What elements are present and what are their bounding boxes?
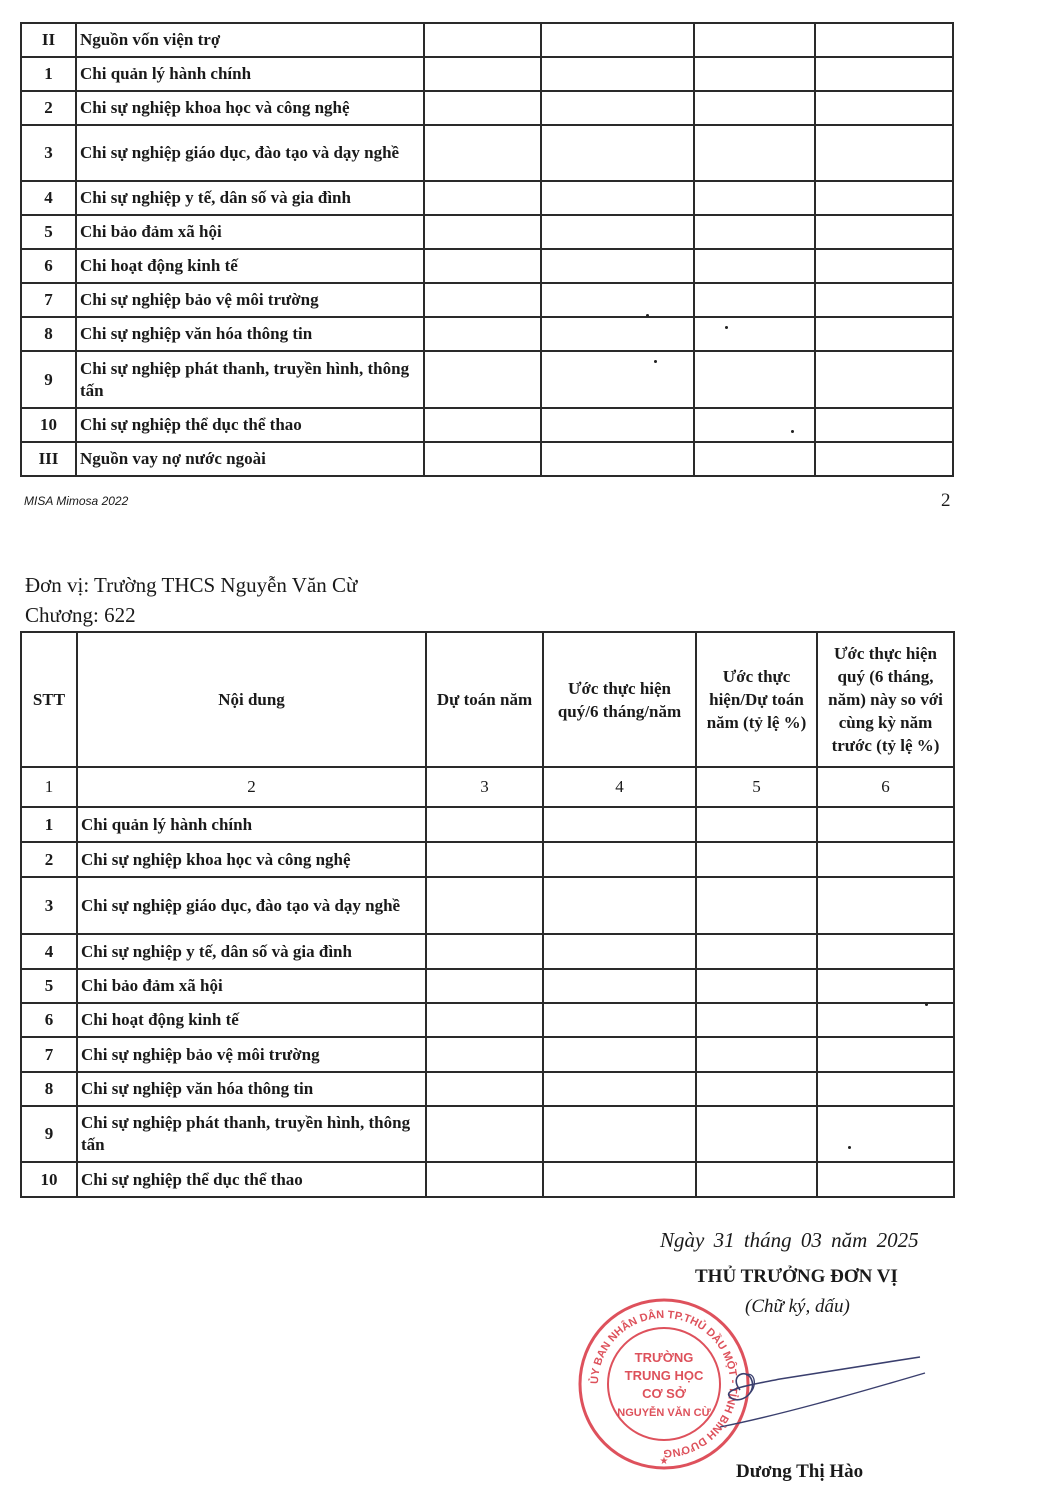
cell-empty (815, 351, 953, 408)
stamp-ring-text: ỦY BAN NHÂN DÂN TP.THỦ DẦU MỘT - TỈNH BÌNH DƯƠNG (588, 1308, 740, 1460)
row-content: Chi sự nghiệp phát thanh, truyền hình, thông tấn (76, 351, 424, 408)
row-content: Chi quản lý hành chính (77, 807, 426, 842)
cell-empty (543, 1037, 696, 1072)
cell-empty (541, 125, 694, 181)
row-content: Chi sự nghiệp phát thanh, truyền hình, thông tấn (77, 1106, 426, 1162)
cell-empty (696, 1072, 817, 1106)
cell-empty (696, 1037, 817, 1072)
cell-empty (424, 181, 541, 215)
row-stt: 6 (21, 249, 76, 283)
table-row (21, 23, 953, 57)
column-number-row (21, 767, 954, 807)
cell-empty (817, 877, 954, 934)
table-row (21, 249, 953, 283)
row-content: Chi hoạt động kinh tế (76, 249, 424, 283)
header-row (21, 632, 954, 767)
table-row (21, 1003, 954, 1037)
cell-empty (424, 351, 541, 408)
cell-empty (815, 181, 953, 215)
table-row (21, 57, 953, 91)
column-number: 2 (77, 767, 426, 807)
table-row (21, 842, 954, 877)
cell-empty (543, 1106, 696, 1162)
table-row (21, 807, 954, 842)
cell-empty (694, 181, 815, 215)
cell-empty (541, 181, 694, 215)
cell-empty (694, 408, 815, 442)
cell-empty (815, 317, 953, 351)
table-row (21, 877, 954, 934)
row-stt: 8 (21, 317, 76, 351)
cell-empty (541, 442, 694, 476)
table-row (21, 125, 953, 181)
cell-empty (424, 91, 541, 125)
cell-empty (815, 442, 953, 476)
table-row (21, 1162, 954, 1197)
row-content: Chi sự nghiệp văn hóa thông tin (76, 317, 424, 351)
table-row (21, 442, 953, 476)
cell-empty (424, 283, 541, 317)
cell-empty (694, 249, 815, 283)
row-stt: 5 (21, 969, 77, 1003)
cell-empty (543, 807, 696, 842)
cell-empty (817, 807, 954, 842)
cell-empty (541, 351, 694, 408)
cell-empty (696, 877, 817, 934)
row-stt: 7 (21, 1037, 77, 1072)
cell-empty (815, 57, 953, 91)
row-stt: 6 (21, 1003, 77, 1037)
cell-empty (815, 125, 953, 181)
cell-empty (694, 283, 815, 317)
row-stt: 2 (21, 842, 77, 877)
cell-empty (426, 1106, 543, 1162)
cell-empty (543, 1162, 696, 1197)
cell-empty (817, 842, 954, 877)
cell-empty (426, 1003, 543, 1037)
row-content: Chi sự nghiệp y tế, dân số và gia đình (76, 181, 424, 215)
scan-speck (654, 360, 657, 363)
signature-icon (700, 1345, 930, 1435)
header-annual-estimate: Dự toán năm (426, 632, 543, 767)
row-content: Chi sự nghiệp bảo vệ môi trường (76, 283, 424, 317)
scan-speck (791, 430, 794, 433)
cell-empty (696, 934, 817, 969)
chapter-line: Chương: 622 (25, 603, 136, 627)
table-row (21, 1037, 954, 1072)
row-content: Chi sự nghiệp thể dục thể thao (77, 1162, 426, 1197)
scan-speck (646, 314, 649, 317)
scan-speck (925, 1003, 928, 1006)
cell-empty (541, 91, 694, 125)
cell-empty (424, 408, 541, 442)
header-stt: STT (21, 632, 77, 767)
cell-empty (696, 1162, 817, 1197)
cell-empty (815, 23, 953, 57)
cell-empty (541, 283, 694, 317)
cell-empty (694, 57, 815, 91)
cell-empty (815, 91, 953, 125)
row-stt: 9 (21, 1106, 77, 1162)
header-yoy-ratio: Ước thực hiện quý (6 tháng, năm) này so với cùng kỳ năm trước (tỷ lệ %) (817, 632, 954, 767)
cell-empty (817, 1003, 954, 1037)
svg-text:★: ★ (659, 1456, 669, 1467)
row-content: Chi sự nghiệp giáo dục, đào tạo và dạy nghề (77, 877, 426, 934)
cell-empty (541, 249, 694, 283)
table-row (21, 408, 953, 442)
cell-empty (817, 934, 954, 969)
cell-empty (817, 969, 954, 1003)
stamp-line-2: TRUNG HỌC (624, 1368, 704, 1383)
row-content: Nguồn vốn viện trợ (76, 23, 424, 57)
cell-empty (426, 1162, 543, 1197)
table-row (21, 215, 953, 249)
table-row (21, 1106, 954, 1162)
row-content: Chi sự nghiệp khoa học và công nghệ (76, 91, 424, 125)
cell-empty (541, 408, 694, 442)
cell-empty (694, 23, 815, 57)
header-content: Nội dung (77, 632, 426, 767)
cell-empty (426, 877, 543, 934)
row-content: Chi bảo đảm xã hội (76, 215, 424, 249)
stamp-line-3: CƠ SỞ (642, 1386, 686, 1401)
cell-empty (694, 317, 815, 351)
row-stt: 7 (21, 283, 76, 317)
cell-empty (426, 1072, 543, 1106)
row-content: Chi sự nghiệp thể dục thể thao (76, 408, 424, 442)
cell-empty (817, 1162, 954, 1197)
cell-empty (424, 57, 541, 91)
column-number: 3 (426, 767, 543, 807)
row-content: Chi sự nghiệp văn hóa thông tin (77, 1072, 426, 1106)
signer-title: THỦ TRƯỞNG ĐƠN VỊ (695, 1266, 898, 1287)
row-content: Chi hoạt động kinh tế (77, 1003, 426, 1037)
cell-empty (817, 1037, 954, 1072)
cell-empty (543, 877, 696, 934)
cell-empty (694, 351, 815, 408)
top-budget-table (20, 22, 954, 477)
cell-empty (815, 249, 953, 283)
cell-empty (696, 842, 817, 877)
cell-empty (815, 408, 953, 442)
row-stt: 9 (21, 351, 76, 408)
report-date: Ngày 31 tháng 03 năm 2025 (660, 1228, 919, 1252)
scan-speck (848, 1146, 851, 1149)
row-stt: III (21, 442, 76, 476)
row-content: Chi sự nghiệp y tế, dân số và gia đình (77, 934, 426, 969)
cell-empty (543, 969, 696, 1003)
cell-empty (543, 1003, 696, 1037)
row-stt: 3 (21, 877, 77, 934)
row-stt: 1 (21, 57, 76, 91)
cell-empty (424, 125, 541, 181)
cell-empty (696, 969, 817, 1003)
cell-empty (424, 215, 541, 249)
cell-empty (426, 934, 543, 969)
cell-empty (424, 317, 541, 351)
cell-empty (696, 807, 817, 842)
row-content: Chi quản lý hành chính (76, 57, 424, 91)
cell-empty (424, 442, 541, 476)
row-content: Chi sự nghiệp khoa học và công nghệ (77, 842, 426, 877)
cell-empty (541, 23, 694, 57)
cell-empty (543, 1072, 696, 1106)
cell-empty (426, 842, 543, 877)
scan-speck (725, 326, 728, 329)
table-row (21, 1072, 954, 1106)
cell-empty (815, 283, 953, 317)
column-number: 1 (21, 767, 77, 807)
row-stt: II (21, 23, 76, 57)
stamp-line-4: NGUYỄN VĂN CỪ (617, 1407, 711, 1419)
table-row (21, 181, 953, 215)
row-content: Chi sự nghiệp bảo vệ môi trường (77, 1037, 426, 1072)
column-number: 6 (817, 767, 954, 807)
software-footer: MISA Mimosa 2022 (24, 494, 129, 508)
stamp-line-1: TRƯỜNG (634, 1350, 694, 1365)
column-number: 5 (696, 767, 817, 807)
table-row (21, 317, 953, 351)
cell-empty (696, 1106, 817, 1162)
cell-empty (817, 1106, 954, 1162)
cell-empty (815, 215, 953, 249)
row-stt: 4 (21, 934, 77, 969)
cell-empty (543, 842, 696, 877)
cell-empty (543, 934, 696, 969)
column-number: 4 (543, 767, 696, 807)
cell-empty (694, 215, 815, 249)
cell-empty (426, 807, 543, 842)
row-stt: 4 (21, 181, 76, 215)
table-row (21, 91, 953, 125)
cell-empty (541, 317, 694, 351)
row-stt: 3 (21, 125, 76, 181)
signature-note: (Chữ ký, dấu) (745, 1296, 850, 1317)
cell-empty (424, 249, 541, 283)
signer-name: Dương Thị Hào (736, 1461, 864, 1482)
row-content: Chi sự nghiệp giáo dục, đào tạo và dạy nghề (76, 125, 424, 181)
row-stt: 10 (21, 408, 76, 442)
table-row (21, 969, 954, 1003)
cell-empty (694, 125, 815, 181)
row-stt: 2 (21, 91, 76, 125)
cell-empty (541, 57, 694, 91)
table-row (21, 351, 953, 408)
table-row (21, 934, 954, 969)
cell-empty (426, 969, 543, 1003)
row-stt: 1 (21, 807, 77, 842)
cell-empty (424, 23, 541, 57)
row-stt: 10 (21, 1162, 77, 1197)
bottom-budget-table (20, 631, 955, 1198)
row-stt: 8 (21, 1072, 77, 1106)
unit-name: Đơn vị: Trường THCS Nguyễn Văn Cừ (25, 573, 358, 597)
header-estimated-execution: Ước thực hiện quý/6 tháng/năm (543, 632, 696, 767)
cell-empty (817, 1072, 954, 1106)
row-content: Nguồn vay nợ nước ngoài (76, 442, 424, 476)
table-row (21, 283, 953, 317)
page-number: 2 (941, 490, 951, 511)
row-content: Chi bảo đảm xã hội (77, 969, 426, 1003)
cell-empty (541, 215, 694, 249)
cell-empty (694, 91, 815, 125)
row-stt: 5 (21, 215, 76, 249)
header-execution-ratio: Ước thực hiện/Dự toán năm (tỷ lệ %) (696, 632, 817, 767)
cell-empty (426, 1037, 543, 1072)
cell-empty (694, 442, 815, 476)
cell-empty (696, 1003, 817, 1037)
